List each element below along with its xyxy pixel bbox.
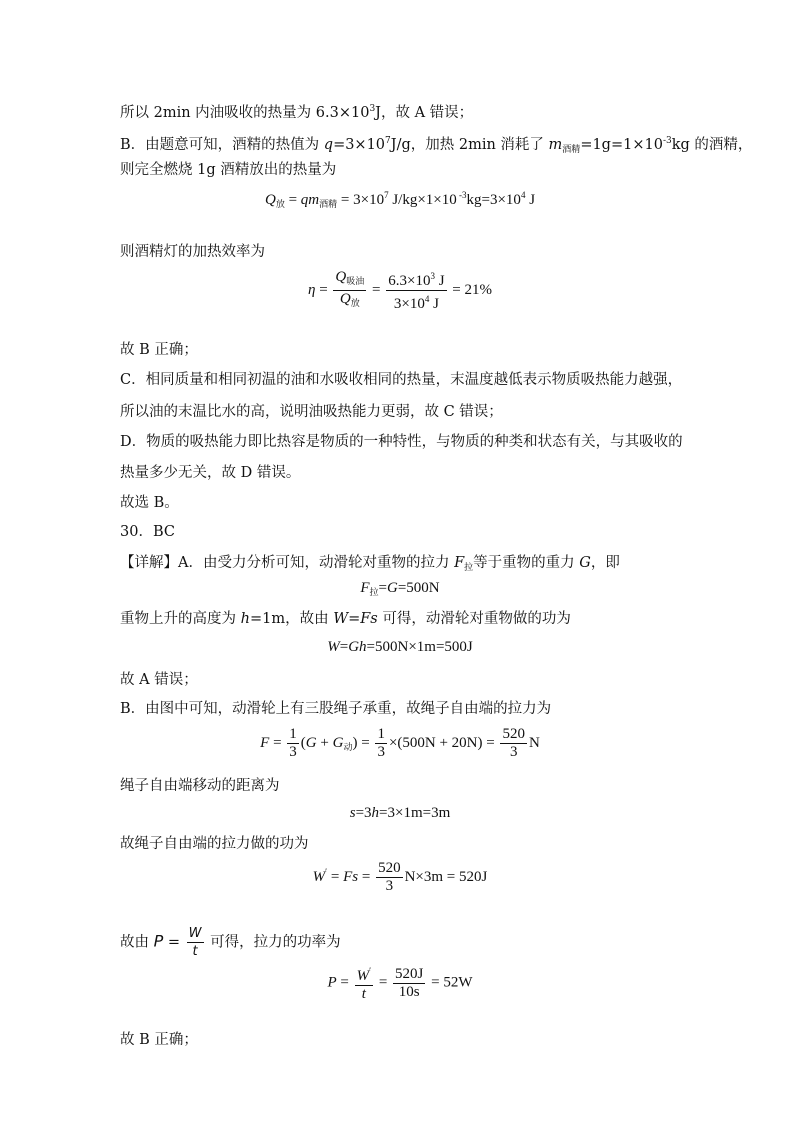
text-line: 故 B 正确；	[120, 1032, 198, 1048]
text-line: B．由题意可知，酒精的热值为 $q=3\times 10^7J/g$，加热 2min 消耗了 $m_{酒精}=1g=1\times 10^{-3}kg$ 的酒精，	[120, 136, 753, 155]
equation-pull-force: $F_拉=G=500N$	[360, 580, 440, 597]
text-line: 则完全燃烧 1g 酒精放出的热量为	[120, 162, 337, 178]
equation-rope-force: F = $\frac{1}{3}$ $(G + G_动)$ = $\frac{1}{3}$ ×(500N + 20N) = $\frac{520}{3}$ N	[260, 726, 540, 760]
text-line: 绳子自由端移动的距离为	[120, 778, 280, 794]
text-line: 【详解】A．由受力分析可知，动滑轮对重物的拉力 $F_拉$等于重物的重力 G，即	[120, 555, 620, 573]
text-line: 故选 B。	[120, 495, 179, 511]
text-line: 故 A 错误；	[120, 672, 198, 688]
text-line: 所以 2min 内油吸收的热量为 $6.3\times 10^3J$，故 A 错误；	[120, 104, 474, 121]
text-line: B．由图中可知，动滑轮上有三股绳子承重，故绳子自由端的拉力为	[120, 701, 552, 717]
equation-rope-work: W′ = Fs = $\frac{520}{3}$ N×3m = 520J	[312, 860, 488, 894]
text-line: 所以油的末温比水的高，说明油吸热能力更弱，故 C 错误；	[120, 404, 503, 420]
equation-efficiency: η = $\frac{Q_{吸油}}{Q_放}$ = $\frac{6.3\times 10^3 J}{3\times 10^4 J}$ = 21%	[307, 269, 493, 312]
text-line: C．相同质量和相同初温的油和水吸收相同的热量，末温度越低表示物质吸热能力越强，	[120, 372, 683, 388]
equation-power: P = $\frac{W'}{t}$ = $\frac{520J}{10s}$ = 52W	[0, 963, 800, 1003]
equation-work: W=Gh=500N×1m=500J	[327, 639, 473, 655]
text-line: 则酒精灯的加热效率为	[120, 244, 265, 260]
text-line: 故 B 正确；	[120, 342, 198, 358]
question-number: 30．BC	[120, 524, 175, 540]
text-line: 故由 P = $\frac{W}{t}$ 可得，拉力的功率为	[120, 926, 341, 959]
text-line: 热量多少无关，故 D 错误。	[120, 465, 301, 481]
text-line: D．物质的吸热能力即比热容是物质的一种特性，与物质的种类和状态有关，与其吸收的	[120, 434, 683, 450]
text-line: 故绳子自由端的拉力做的功为	[120, 836, 309, 852]
equation-heat-released: $Q_放 = qm_{酒精} = 3\times 10^7$ J/kg×1×10 $^{-3}kg=3\times 10^4$ J	[264, 190, 536, 209]
equation-distance: s=3h=3×1m=3m	[349, 805, 451, 821]
text-line: 重物上升的高度为 h=1m，故由 W=Fs 可得，动滑轮对重物做的功为	[120, 611, 571, 627]
